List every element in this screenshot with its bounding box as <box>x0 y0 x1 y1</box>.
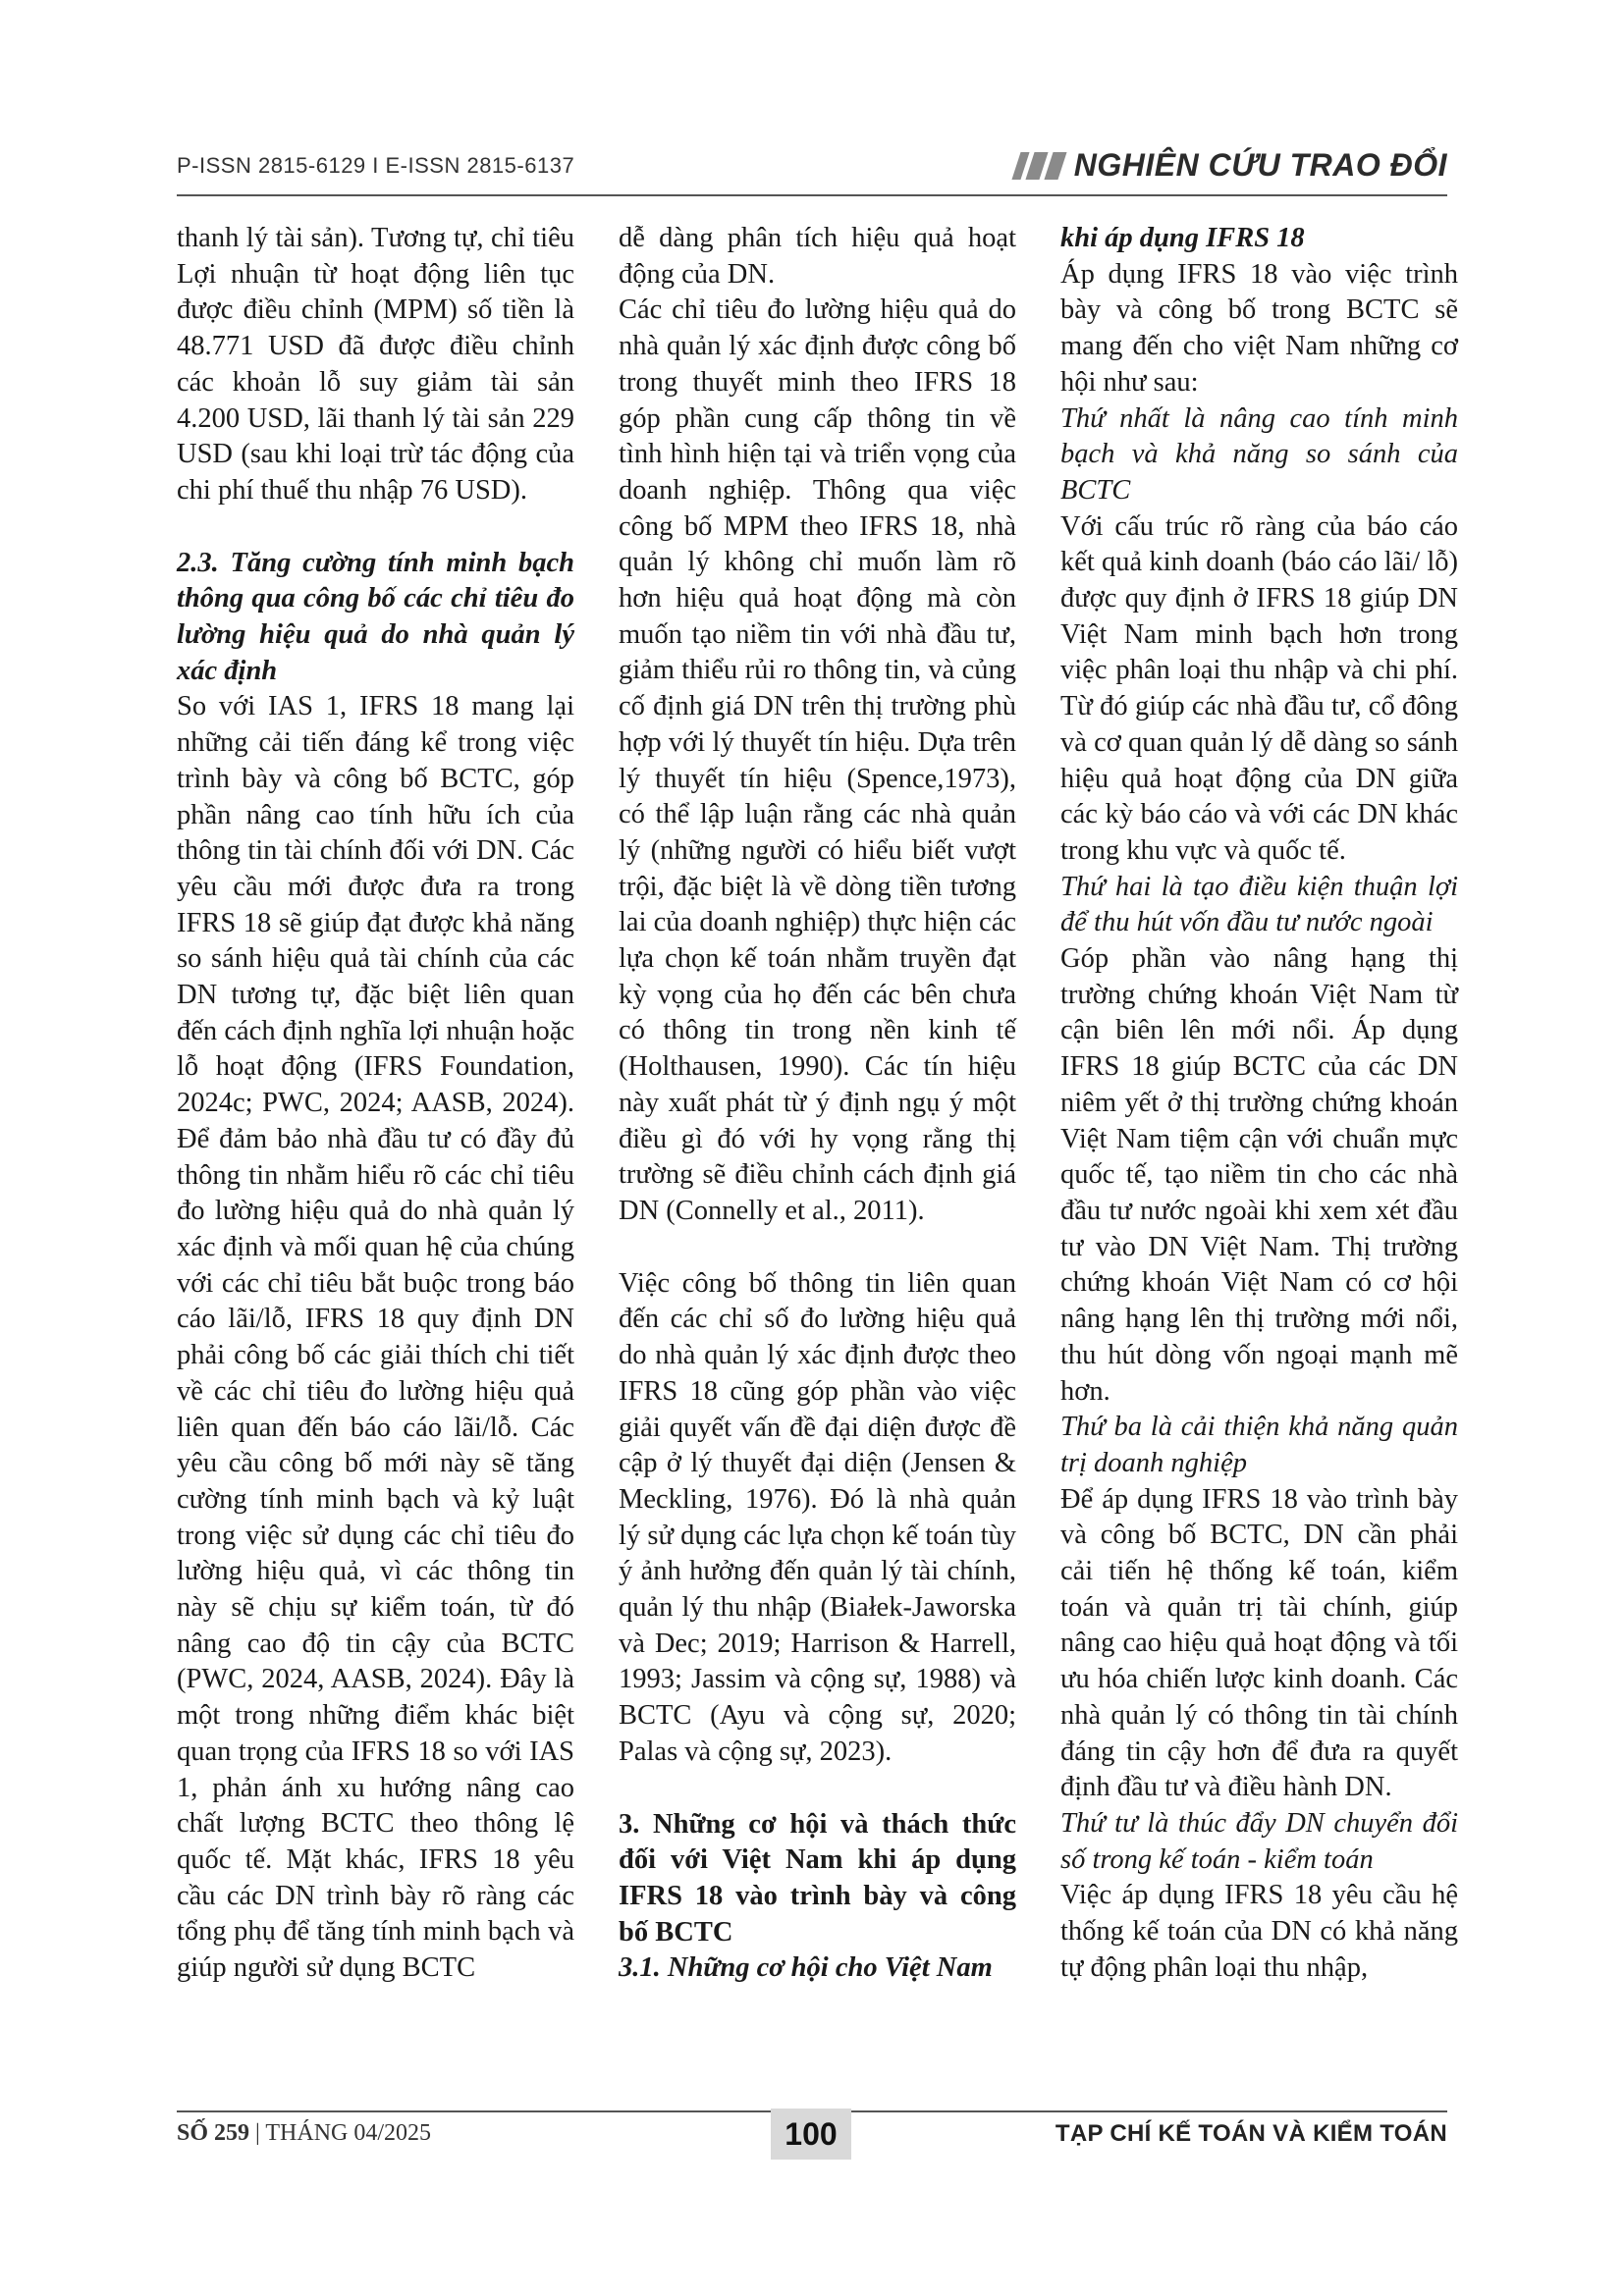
issue-info <box>177 2120 431 2147</box>
paragraph: Việc áp dụng IFRS 18 yêu cầu hệ thống kế toán của DN có khả năng tự động phân loại thu nhập, <box>1060 1880 1458 1983</box>
issue-separator: | <box>249 2120 266 2146</box>
section-bars-icon <box>1016 152 1062 180</box>
section-heading-3-1: 3.1. Những cơ hội cho Việt Nam <box>619 1952 993 1984</box>
section-title: NGHIÊN CỨU TRAO ĐỔI <box>1073 147 1447 183</box>
paragraph: Áp dụng IFRS 18 vào việc trình bày và công bố trong BCTC sẽ mang đến cho việt Nam những cơ hội như sau: <box>1060 258 1458 398</box>
italic-subheading: Thứ hai là tạo điều kiện thuận lợi để thu hút vốn đầu tư nước ngoài <box>1060 871 1458 938</box>
section-heading-3-1-cont: khi áp dụng IFRS 18 <box>1060 223 1305 253</box>
column-2 <box>619 221 1016 1987</box>
column-3 <box>1060 221 1458 1986</box>
issue-number: SỐ 259 <box>177 2120 250 2146</box>
page-number: 100 <box>771 2109 851 2160</box>
paragraph: Các chỉ tiêu đo lường hiệu quả do nhà quản lý xác định được công bố trong thuyết minh theo IFRS 18 góp phần cung cấp thông tin về tình hình hiện tại và triển vọng của doanh nghiệp. Thông qua việc công bố MPM theo IFRS 18, nhà quản lý không chỉ muốn làm rõ hơn hiệu quả hoạt động mà còn muốn tạo niềm tin với nhà đầu tư, giảm thiểu rủi ro thông tin, và củng cố định giá DN trên thị trường phù hợp với lý thuyết tín hiệu. Dựa trên lý thuyết tín hiệu (Spence,1973), có thể lập luận rằng các nhà quản lý (những người có hiểu biết vượt trội, đặc biệt là về dòng tiền tương lai của doanh nghiệp) thực hiện các lựa chọn kế toán nhằm truyền đạt kỳ vọng của họ đến các bên chưa có thông tin trong nền kinh tế (Holthausen, 1990). Các tín hiệu này xuất phát từ ý định ngụ ý một điều gì đó với hy vọng rằng thị trường sẽ điều chỉnh cách định giá DN (Connelly et al., 2011). <box>619 294 1016 1226</box>
italic-subheading: Thứ tư là thúc đẩy DN chuyển đổi số trong kế toán - kiểm toán <box>1060 1807 1458 1875</box>
paragraph: Để áp dụng IFRS 18 vào trình bày và công bố BCTC, DN cần phải cải tiến hệ thống kế toán, kiểm toán và quản trị tài chính, giúp nâng cao hiệu quả hoạt động và tối ưu hóa chiến lược kinh doanh. Các nhà quản lý có thông tin tài chính đáng tin cậy hơn để đưa ra quyết định đầu tư và điều hành DN. <box>1060 1483 1458 1803</box>
column-1 <box>177 221 574 1987</box>
section-heading-2-3: 2.3. Tăng cường tính minh bạch thông qua công bố các chỉ tiêu đo lường hiệu quả do nhà quản lý xác định <box>177 547 574 686</box>
journal-name: TẠP CHÍ KẾ TOÁN VÀ KIỂM TOÁN <box>1055 2120 1447 2147</box>
paragraph: Với cấu trúc rõ ràng của báo cáo kết quả kinh doanh (báo cáo lãi/ lỗ) được quy định ở IFRS 18 giúp DN Việt Nam minh bạch hơn trong việc phân loại thu nhập và chi phí. Từ đó giúp các nhà đầu tư, cổ đông và cơ quan quản lý dễ dàng so sánh hiệu quả hoạt động của DN giữa các kỳ báo cáo và với các DN khác trong khu vực và quốc tế. <box>1060 510 1458 866</box>
italic-subheading: Thứ nhất là nâng cao tính minh bạch và khả năng so sánh của BCTC <box>1060 402 1458 506</box>
paragraph: Việc công bố thông tin liên quan đến các chỉ số đo lường hiệu quả do nhà quản lý xác định được theo IFRS 18 cũng góp phần vào việc giải quyết vấn đề đại diện được đề cập ở lý thuyết đại diện (Jensen & Meckling, 1976). Đó là nhà quản lý sử dụng các lựa chọn kế toán tùy ý ảnh hưởng đến quản lý tài chính, quản lý thu nhập (Białek-Jaworska và Dec; 2019; Harrison & Harrell, 1993; Jassim và cộng sự, 1988) và BCTC (Ayu và cộng sự, 2020; Palas và cộng sự, 2023). <box>619 1267 1016 1767</box>
page-header <box>177 147 1447 194</box>
section-heading-3: 3. Những cơ hội và thách thức đối với Việt Nam khi áp dụng IFRS 18 vào trình bày và công bố BCTC <box>619 1808 1016 1948</box>
paragraph: thanh lý tài sản). Tương tự, chỉ tiêu Lợi nhuận từ hoạt động liên tục được điều chỉnh (MPM) số tiền là 48.771 USD đã được điều chỉnh các khoản lỗ suy giảm tài sản 4.200 USD, lãi thanh lý tài sản 229 USD (sau khi loại trừ tác động của chi phí thuế thu nhập 76 USD). <box>177 223 574 506</box>
paragraph: Góp phần vào nâng hạng thị trường chứng khoán Việt Nam từ cận biên lên mới nổi. Áp dụng IFRS 18 giúp BCTC của các DN niêm yết ở thị trường chứng khoán Việt Nam tiệm cận với chuẩn mực quốc tế, tạo niềm tin cho các nhà đầu tư nước ngoài khi xem xét đầu tư vào DN Việt Nam. Thị trường chứng khoán Việt Nam có cơ hội nâng hạng lên thị trường mới nổi, thu hút dòng vốn ngoại mạnh mẽ hơn. <box>1060 943 1458 1407</box>
issue-month: THÁNG 04/2025 <box>265 2120 432 2146</box>
header-rule <box>177 194 1447 196</box>
paragraph: So với IAS 1, IFRS 18 mang lại những cải tiến đáng kể trong việc trình bày và công bố BCTC, góp phần nâng cao tính hữu ích của thông tin tài chính đối với DN. Các yêu cầu mới được đưa ra trong IFRS 18 sẽ giúp đạt được khả năng so sánh hiệu quả tài chính của các DN tương tự, đặc biệt liên quan đến cách định nghĩa lợi nhuận hoặc lỗ hoạt động (IFRS Foundation, 2024c; PWC, 2024; AASB, 2024). Để đảm bảo nhà đầu tư có đầy đủ thông tin nhằm hiểu rõ các chỉ tiêu đo lường hiệu quả do nhà quản lý xác định và mối quan hệ của chúng với các chỉ tiêu bắt buộc trong báo cáo lãi/lỗ, IFRS 18 quy định DN phải công bố các giải thích chi tiết về các chỉ tiêu đo lường hiệu quả liên quan đến báo cáo lãi/lỗ. Các yêu cầu công bố mới này sẽ tăng cường tính minh bạch và kỷ luật trong việc sử dụng các chỉ tiêu đo lường hiệu quả, vì các thông tin này sẽ chịu sự kiểm toán, từ đó nâng cao độ tin cậy của BCTC (PWC, 2024, AASB, 2024). Đây là một trong những điểm khác biệt quan trọng của IFRS 18 so với IAS 1, phản ánh xu hướng nâng cao chất lượng BCTC theo thông lệ quốc tế. Mặt khác, IFRS 18 yêu cầu các DN trình bày rõ ràng các tổng phụ để tăng tính minh bạch và giúp người sử dụng BCTC <box>177 691 574 1984</box>
issn-line: P-ISSN 2815-6129 I E-ISSN 2815-6137 <box>177 153 575 178</box>
section-label <box>1016 147 1447 184</box>
paragraph: dễ dàng phân tích hiệu quả hoạt động của DN. <box>619 223 1016 290</box>
italic-subheading: Thứ ba là cải thiện khả năng quản trị doanh nghiệp <box>1060 1412 1458 1478</box>
